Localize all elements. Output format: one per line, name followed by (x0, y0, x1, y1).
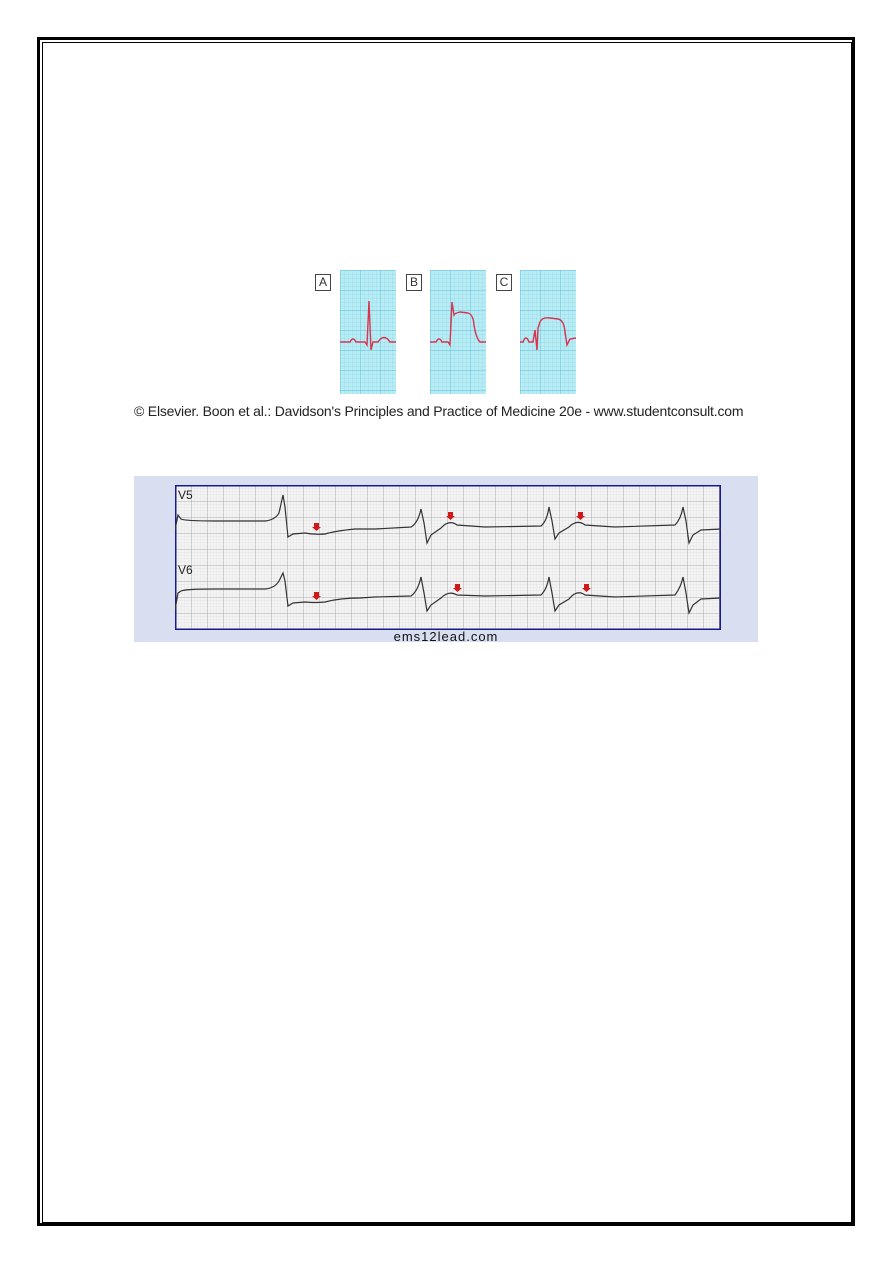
ecg-panel-c (520, 270, 576, 394)
lead-label-v6: V6 (178, 563, 193, 577)
ecg-panel-b (430, 270, 486, 394)
ecg-rhythm-strip-figure (134, 476, 758, 642)
ecg-rhythm-strip (175, 485, 721, 630)
panel-label-c: C (496, 274, 512, 291)
figure-caption: © Elsevier. Boon et al.: Davidson's Principles and Practice of Medicine 20e - www.studentconsult.com (134, 403, 744, 419)
lead-label-v5: V5 (178, 488, 193, 502)
ecg-panel-a (340, 270, 396, 394)
strip-credit: ems12lead.com (393, 629, 499, 644)
panel-label-b: B (406, 274, 422, 291)
panel-label-a: A (315, 274, 331, 291)
